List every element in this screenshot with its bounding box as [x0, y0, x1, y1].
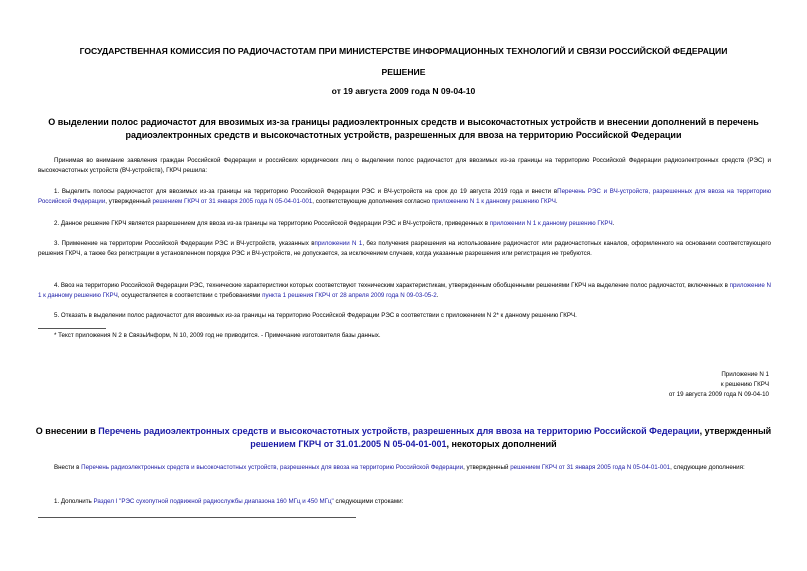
- p2-link-appendix[interactable]: приложении N 1 к данному решению ГКРЧ: [489, 220, 613, 227]
- p1-link-decision[interactable]: решением ГКРЧ от 31 января 2005 года N 05-04-01-001: [152, 198, 313, 205]
- footnote-divider: [38, 328, 106, 329]
- p1-text-b: , утвержденный: [105, 198, 151, 205]
- paragraph-1: [38, 187, 771, 207]
- title2-link-decision[interactable]: решением ГКРЧ от 31.01.2005 N 05-04-01-001: [250, 439, 447, 449]
- appendix-line-3: от 19 августа 2009 года N 09-04-10: [668, 391, 769, 398]
- p4-link-appendix[interactable]: приложение N 1 к данному решению ГКРЧ: [38, 282, 771, 299]
- paragraph-2: [38, 219, 771, 229]
- p4-link-decision[interactable]: пункта 1 решения ГКРЧ от 28 апреля 2009 года N 09-03-05-2: [262, 292, 437, 299]
- p1-link-appendix[interactable]: приложению N 1 к данному решению ГКРЧ: [431, 198, 556, 205]
- p4-text-a: 4. Ввоз на территорию Российской Федерации РЭС, технические характеристики которых соответствуют техническим характеристикам, утвержденным обобщенными решениями ГКРЧ на выделение полос радиочастот, включенных в: [54, 282, 728, 289]
- title2-link-list[interactable]: Перечень радиоэлектронных средств и высокочастотных устройств, разрешенных для ввоза на территорию Российской Федерации: [98, 426, 700, 436]
- title2-text-c: , некоторых дополнений: [446, 439, 557, 449]
- p7-link-section[interactable]: Раздел I "РЭС сухопутной подвижной радиослужбы диапазона 160 МГц и 450 МГц": [93, 498, 334, 505]
- bottom-divider: [38, 517, 356, 518]
- paragraph-4: [38, 281, 771, 301]
- document-title: О выделении полос радиочастот для ввозимых из-за границы радиоэлектронных средств и высокочастотных устройств и внесении дополнений в перечень радиоэлектронных средств и высокочастотных устройств, разрешенных для ввоза на территорию Российской Федерации: [48, 117, 759, 140]
- p4-text-b: , осуществляется в соответствии с требованиями: [117, 292, 261, 299]
- p1-text-a: 1. Выделить полосы радиочастот для ввозимых из-за границы на территорию Российской Федерации РЭС и ВЧ-устройств на срок до 19 августа 2019 года и внести в: [54, 188, 558, 195]
- paragraph-6: [38, 463, 771, 473]
- title2-text-b: , утвержденный: [699, 426, 772, 436]
- doc-date-number: от 19 августа 2009 года N 09-04-10: [331, 86, 476, 96]
- p4-text-c: .: [436, 292, 439, 299]
- p1-text-d: .: [555, 198, 558, 205]
- paragraph-3: [38, 239, 771, 259]
- p3-text-a: 3. Применение на территории Российской Федерации РЭС и ВЧ-устройств, указанных в: [54, 240, 315, 247]
- title2-text-a: О внесении в: [35, 426, 96, 436]
- p2-text-b: .: [612, 220, 615, 227]
- p3-text-b: , без получения разрешения на использование радиочастот или радиочастотных каналов, оформленного на основании соответствующего решения ГКРЧ, а также без регистрации в установленном порядке РЭС и ВЧ-устройств, не допускается, за исключением случаев, когда указанные разрешения или регистрация не требуются.: [38, 240, 771, 257]
- commission-heading: ГОСУДАРСТВЕННАЯ КОМИССИЯ ПО РАДИОЧАСТОТАМ ПРИ МИНИСТЕРСТВЕ ИНФОРМАЦИОННЫХ ТЕХНОЛОГИЙ И СВЯЗИ РОССИЙСКОЙ ФЕДЕРАЦИИ: [79, 46, 728, 56]
- p6-text-b: , утвержденный: [463, 464, 509, 471]
- intro-paragraph: Принимая во внимание заявления граждан Российской Федерации и российских юридических лиц о выделении полос радиочастот для ввозимых из-за границы на территорию Российской Федерации радиоэлектронных средств (РЭС) и высокочастотных устройств (ВЧ-устройств), ГКРЧ решила:: [38, 157, 771, 174]
- p6-text-a: Внести в: [54, 464, 80, 471]
- paragraph-7: [38, 497, 771, 507]
- p1-text-c: , соответствующие дополнения согласно: [312, 198, 431, 205]
- p7-text-a: 1. Дополнить: [54, 498, 92, 505]
- p3-link-appendix[interactable]: приложении N 1: [314, 240, 363, 247]
- paragraph-5: 5. Отказать в выделении полос радиочастот для ввозимых из-за границы на территорию Российской Федерации РЭС в соответствии с приложением N 2* к данному решению ГКРЧ.: [54, 312, 577, 319]
- footnote: * Текст приложения N 2 в СвязьИнформ, N 10, 2009 год не приводится. - Примечание изготовителя базы данных.: [54, 332, 381, 339]
- doc-type-heading: РЕШЕНИЕ: [381, 67, 426, 77]
- appendix-line-1: Приложение N 1: [721, 371, 769, 378]
- p7-text-b: следующими строками:: [335, 498, 404, 505]
- appendix-label: [669, 370, 769, 400]
- p6-text-c: , следующие дополнения:: [670, 464, 745, 471]
- p2-text-a: 2. Данное решение ГКРЧ является разрешением для ввоза из-за границы на территорию Российской Федерации РЭС и ВЧ-устройств, приведенных в: [54, 220, 488, 227]
- p6-link-list[interactable]: Перечень радиоэлектронных средств и высокочастотных устройств, разрешенных для ввоза на территорию Российской Федерации: [81, 464, 464, 471]
- p1-link-list[interactable]: Перечень РЭС и ВЧ-устройств, разрешенных для ввоза на территорию Российской Федерации: [38, 188, 771, 205]
- appendix-title: [30, 425, 777, 451]
- appendix-line-2: к решению ГКРЧ: [720, 381, 769, 388]
- p6-link-decision[interactable]: решением ГКРЧ от 31 января 2005 года N 05-04-01-001: [510, 464, 671, 471]
